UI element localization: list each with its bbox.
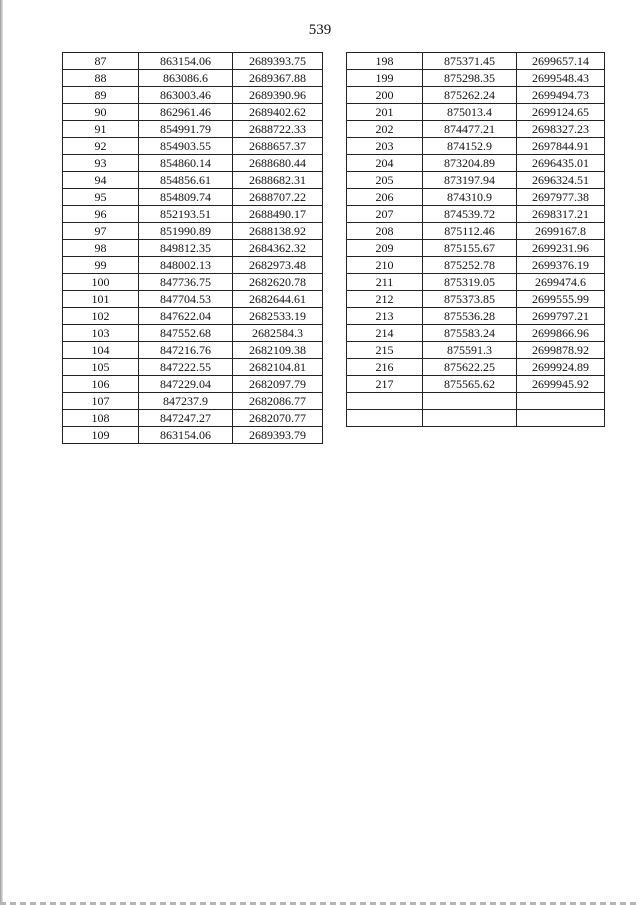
y-coordinate-cell: 2699548.43 <box>517 70 605 87</box>
table-row <box>347 70 605 87</box>
point-number-cell: 98 <box>63 240 139 257</box>
table-row <box>347 223 605 240</box>
y-coordinate-cell: 2689393.79 <box>233 427 323 444</box>
x-coordinate-cell: 875262.24 <box>423 87 517 104</box>
table-row <box>347 189 605 206</box>
x-coordinate-cell: 875591.3 <box>423 342 517 359</box>
point-number-cell: 216 <box>347 359 423 376</box>
point-number-cell: 210 <box>347 257 423 274</box>
point-number-cell: 101 <box>63 291 139 308</box>
x-coordinate-cell: 875298.35 <box>423 70 517 87</box>
y-coordinate-cell: 2699494.73 <box>517 87 605 104</box>
x-coordinate-cell: 873197.94 <box>423 172 517 189</box>
point-number-cell: 206 <box>347 189 423 206</box>
point-number-cell: 203 <box>347 138 423 155</box>
y-coordinate-cell: 2699167.8 <box>517 223 605 240</box>
point-number-cell: 96 <box>63 206 139 223</box>
table-row <box>347 393 605 410</box>
coordinates-table-right-body <box>347 53 605 427</box>
point-number-cell: 204 <box>347 155 423 172</box>
point-number-cell: 95 <box>63 189 139 206</box>
y-coordinate-cell: 2699474.6 <box>517 274 605 291</box>
x-coordinate-cell: 875565.62 <box>423 376 517 393</box>
x-coordinate-cell: 847216.76 <box>139 342 233 359</box>
point-number-cell: 88 <box>63 70 139 87</box>
table-row <box>63 240 323 257</box>
table-row <box>63 121 323 138</box>
point-number-cell: 92 <box>63 138 139 155</box>
y-coordinate-cell: 2697844.91 <box>517 138 605 155</box>
table-row <box>63 325 323 342</box>
point-number-cell: 198 <box>347 53 423 70</box>
x-coordinate-cell: 875583.24 <box>423 325 517 342</box>
y-coordinate-cell: 2699945.92 <box>517 376 605 393</box>
y-coordinate-cell: 2699231.96 <box>517 240 605 257</box>
point-number-cell: 97 <box>63 223 139 240</box>
y-coordinate-cell: 2696435.01 <box>517 155 605 172</box>
y-coordinate-cell: 2699878.92 <box>517 342 605 359</box>
point-number-cell: 109 <box>63 427 139 444</box>
table-row <box>63 257 323 274</box>
point-number-cell: 199 <box>347 70 423 87</box>
point-number-cell: 108 <box>63 410 139 427</box>
point-number-cell: 200 <box>347 87 423 104</box>
coordinates-table-left <box>62 52 323 444</box>
point-number-cell: 208 <box>347 223 423 240</box>
table-row <box>347 240 605 257</box>
y-coordinate-cell: 2688657.37 <box>233 138 323 155</box>
table-row <box>347 87 605 104</box>
x-coordinate-cell: 875319.05 <box>423 274 517 291</box>
point-number-cell <box>347 410 423 427</box>
y-coordinate-cell: 2688680.44 <box>233 155 323 172</box>
table-row <box>347 274 605 291</box>
x-coordinate-cell: 849812.35 <box>139 240 233 257</box>
point-number-cell: 105 <box>63 359 139 376</box>
x-coordinate-cell: 847736.75 <box>139 274 233 291</box>
y-coordinate-cell: 2689393.75 <box>233 53 323 70</box>
y-coordinate-cell: 2699376.19 <box>517 257 605 274</box>
table-row <box>347 308 605 325</box>
table-row <box>347 172 605 189</box>
y-coordinate-cell: 2682584.3 <box>233 325 323 342</box>
point-number-cell: 202 <box>347 121 423 138</box>
point-number-cell: 91 <box>63 121 139 138</box>
table-row <box>63 87 323 104</box>
x-coordinate-cell <box>423 393 517 410</box>
x-coordinate-cell: 854991.79 <box>139 121 233 138</box>
table-row <box>63 138 323 155</box>
x-coordinate-cell: 874539.72 <box>423 206 517 223</box>
point-number-cell: 215 <box>347 342 423 359</box>
x-coordinate-cell: 847622.04 <box>139 308 233 325</box>
table-row <box>63 291 323 308</box>
y-coordinate-cell: 2688707.22 <box>233 189 323 206</box>
x-coordinate-cell: 875373.85 <box>423 291 517 308</box>
point-number-cell: 100 <box>63 274 139 291</box>
x-coordinate-cell: 863086.6 <box>139 70 233 87</box>
y-coordinate-cell: 2698327.23 <box>517 121 605 138</box>
x-coordinate-cell: 852193.51 <box>139 206 233 223</box>
x-coordinate-cell: 874477.21 <box>423 121 517 138</box>
y-coordinate-cell: 2682644.61 <box>233 291 323 308</box>
table-row <box>347 342 605 359</box>
y-coordinate-cell: 2688722.33 <box>233 121 323 138</box>
point-number-cell <box>347 393 423 410</box>
point-number-cell: 87 <box>63 53 139 70</box>
point-number-cell: 107 <box>63 393 139 410</box>
x-coordinate-cell: 847222.55 <box>139 359 233 376</box>
point-number-cell: 211 <box>347 274 423 291</box>
y-coordinate-cell: 2682533.19 <box>233 308 323 325</box>
point-number-cell: 102 <box>63 308 139 325</box>
table-row <box>347 104 605 121</box>
x-coordinate-cell: 874310.9 <box>423 189 517 206</box>
y-coordinate-cell: 2682620.78 <box>233 274 323 291</box>
table-row <box>347 53 605 70</box>
table-row <box>63 70 323 87</box>
x-coordinate-cell: 874152.9 <box>423 138 517 155</box>
y-coordinate-cell: 2696324.51 <box>517 172 605 189</box>
point-number-cell: 217 <box>347 376 423 393</box>
y-coordinate-cell: 2697977.38 <box>517 189 605 206</box>
y-coordinate-cell: 2688138.92 <box>233 223 323 240</box>
point-number-cell: 214 <box>347 325 423 342</box>
table-row <box>63 393 323 410</box>
page-number: 539 <box>308 22 332 38</box>
table-row <box>347 359 605 376</box>
table-row <box>63 206 323 223</box>
y-coordinate-cell: 2689402.62 <box>233 104 323 121</box>
x-coordinate-cell: 847229.04 <box>139 376 233 393</box>
point-number-cell: 103 <box>63 325 139 342</box>
x-coordinate-cell <box>423 410 517 427</box>
point-number-cell: 209 <box>347 240 423 257</box>
table-row <box>347 121 605 138</box>
x-coordinate-cell: 847247.27 <box>139 410 233 427</box>
x-coordinate-cell: 854809.74 <box>139 189 233 206</box>
x-coordinate-cell: 847704.53 <box>139 291 233 308</box>
table-row <box>63 427 323 444</box>
table-row <box>63 410 323 427</box>
y-coordinate-cell: 2688682.31 <box>233 172 323 189</box>
x-coordinate-cell: 851990.89 <box>139 223 233 240</box>
y-coordinate-cell: 2684362.32 <box>233 240 323 257</box>
x-coordinate-cell: 863154.06 <box>139 53 233 70</box>
point-number-cell: 94 <box>63 172 139 189</box>
table-row <box>347 325 605 342</box>
y-coordinate-cell <box>517 410 605 427</box>
x-coordinate-cell: 854856.61 <box>139 172 233 189</box>
point-number-cell: 212 <box>347 291 423 308</box>
y-coordinate-cell: 2682097.79 <box>233 376 323 393</box>
x-coordinate-cell: 873204.89 <box>423 155 517 172</box>
x-coordinate-cell: 875622.25 <box>423 359 517 376</box>
point-number-cell: 93 <box>63 155 139 172</box>
x-coordinate-cell: 863154.06 <box>139 427 233 444</box>
x-coordinate-cell: 847237.9 <box>139 393 233 410</box>
x-coordinate-cell: 848002.13 <box>139 257 233 274</box>
point-number-cell: 106 <box>63 376 139 393</box>
table-row <box>347 138 605 155</box>
table-row <box>347 291 605 308</box>
y-coordinate-cell <box>517 393 605 410</box>
table-row <box>63 155 323 172</box>
point-number-cell: 205 <box>347 172 423 189</box>
y-coordinate-cell: 2699124.65 <box>517 104 605 121</box>
x-coordinate-cell: 875371.45 <box>423 53 517 70</box>
point-number-cell: 90 <box>63 104 139 121</box>
x-coordinate-cell: 863003.46 <box>139 87 233 104</box>
table-row <box>347 155 605 172</box>
x-coordinate-cell: 875252.78 <box>423 257 517 274</box>
y-coordinate-cell: 2682109.38 <box>233 342 323 359</box>
y-coordinate-cell: 2682104.81 <box>233 359 323 376</box>
y-coordinate-cell: 2689390.96 <box>233 87 323 104</box>
table-row <box>63 342 323 359</box>
y-coordinate-cell: 2688490.17 <box>233 206 323 223</box>
x-coordinate-cell: 875112.46 <box>423 223 517 240</box>
coordinates-table-right <box>346 52 605 427</box>
table-row <box>347 206 605 223</box>
x-coordinate-cell: 854860.14 <box>139 155 233 172</box>
scan-page-edge-left <box>0 0 3 905</box>
y-coordinate-cell: 2699866.96 <box>517 325 605 342</box>
x-coordinate-cell: 854903.55 <box>139 138 233 155</box>
point-number-cell: 213 <box>347 308 423 325</box>
table-row <box>347 376 605 393</box>
table-row <box>63 359 323 376</box>
y-coordinate-cell: 2698317.21 <box>517 206 605 223</box>
y-coordinate-cell: 2699555.99 <box>517 291 605 308</box>
point-number-cell: 104 <box>63 342 139 359</box>
table-row <box>63 104 323 121</box>
point-number-cell: 89 <box>63 87 139 104</box>
table-row <box>347 410 605 427</box>
x-coordinate-cell: 875536.28 <box>423 308 517 325</box>
y-coordinate-cell: 2699924.89 <box>517 359 605 376</box>
table-row <box>63 172 323 189</box>
coordinates-table-left-body <box>63 53 323 444</box>
point-number-cell: 99 <box>63 257 139 274</box>
y-coordinate-cell: 2682973.48 <box>233 257 323 274</box>
table-row <box>63 223 323 240</box>
table-row <box>63 308 323 325</box>
y-coordinate-cell: 2689367.88 <box>233 70 323 87</box>
y-coordinate-cell: 2699797.21 <box>517 308 605 325</box>
point-number-cell: 207 <box>347 206 423 223</box>
x-coordinate-cell: 847552.68 <box>139 325 233 342</box>
table-row <box>63 53 323 70</box>
table-row <box>347 257 605 274</box>
point-number-cell: 201 <box>347 104 423 121</box>
y-coordinate-cell: 2699657.14 <box>517 53 605 70</box>
y-coordinate-cell: 2682086.77 <box>233 393 323 410</box>
table-row <box>63 274 323 291</box>
x-coordinate-cell: 862961.46 <box>139 104 233 121</box>
table-row <box>63 376 323 393</box>
x-coordinate-cell: 875155.67 <box>423 240 517 257</box>
table-row <box>63 189 323 206</box>
y-coordinate-cell: 2682070.77 <box>233 410 323 427</box>
x-coordinate-cell: 875013.4 <box>423 104 517 121</box>
